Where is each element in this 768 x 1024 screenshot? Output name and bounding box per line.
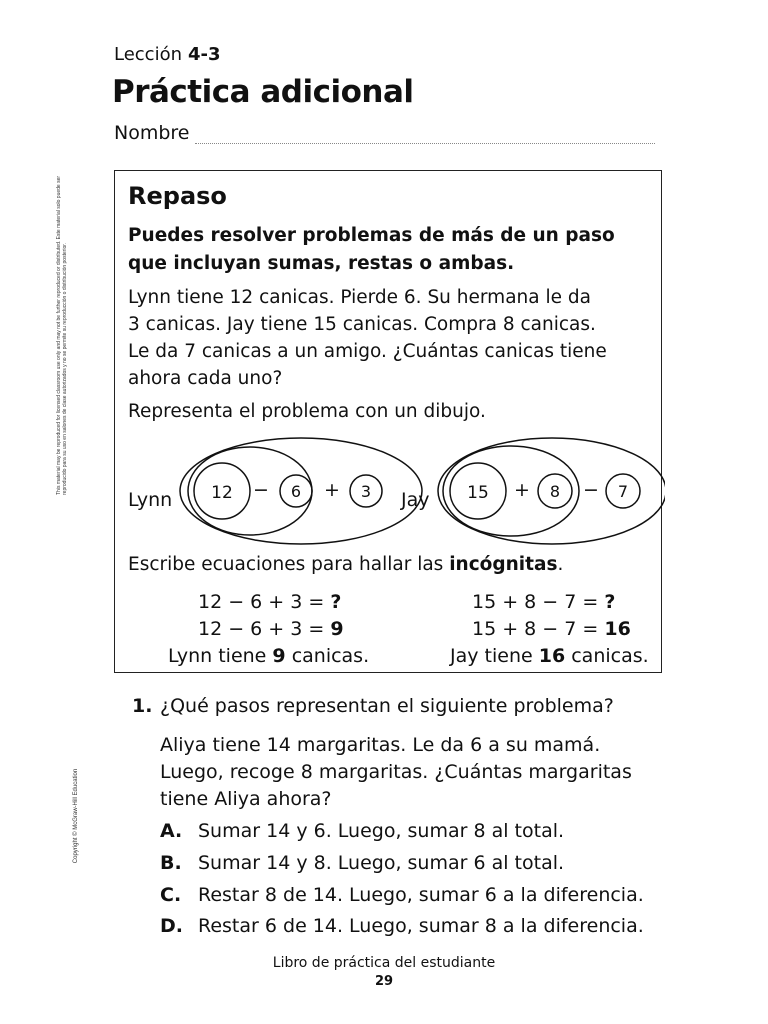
question-text: ¿Qué pasos representan el siguiente problema? bbox=[160, 695, 614, 717]
jay-result-number: 16 bbox=[538, 645, 566, 667]
jay-equation-answer: ? bbox=[604, 591, 616, 613]
jay-result-pre: Jay tiene bbox=[450, 645, 533, 667]
story-line: Le da 7 canicas a un amigo. ¿Cuántas canicas tiene bbox=[128, 341, 607, 362]
jay-gain-value: 8 bbox=[549, 482, 561, 501]
lynn-lost-value: 6 bbox=[290, 482, 302, 501]
lynn-equation-answer: 9 bbox=[330, 618, 344, 640]
story-line: Lynn tiene 12 canicas. Pierde 6. Su hermana le da bbox=[128, 287, 591, 308]
review-title: Repaso bbox=[128, 182, 227, 210]
name-field[interactable] bbox=[195, 143, 655, 144]
option-text: Sumar 14 y 8. Luego, sumar 6 al total. bbox=[198, 852, 565, 874]
option-letter: C. bbox=[160, 884, 182, 906]
jay-equation-answer: 16 bbox=[604, 618, 631, 640]
jay-equation-expr: 15 + 8 − 7 = bbox=[472, 591, 599, 613]
copyright-notice: Copyright © McGraw-Hill Education bbox=[73, 768, 79, 864]
option-letter: B. bbox=[160, 852, 182, 874]
question-story-line: Aliya tiene 14 margaritas. Le da 6 a su mamá. bbox=[160, 734, 601, 756]
answer-option-d[interactable] bbox=[160, 915, 644, 937]
lynn-equation-answer: ? bbox=[330, 591, 342, 613]
review-intro-line: que incluyan sumas, restas o ambas. bbox=[128, 253, 515, 274]
question-story bbox=[160, 732, 660, 813]
lynn-equation-expr: 12 − 6 + 3 = bbox=[198, 591, 325, 613]
question-story-line: Luego, recoge 8 margaritas. ¿Cuántas margaritas bbox=[160, 761, 632, 783]
option-letter: A. bbox=[160, 820, 183, 842]
lynn-label: Lynn bbox=[128, 489, 173, 511]
represent-instruction: Representa el problema con un dibujo. bbox=[128, 401, 486, 422]
review-story bbox=[128, 284, 653, 392]
equations-intro bbox=[128, 554, 563, 575]
option-text: Sumar 14 y 6. Luego, sumar 8 al total. bbox=[198, 820, 565, 842]
question-story-line: tiene Aliya ahora? bbox=[160, 788, 332, 810]
jay-equation-solved bbox=[472, 618, 631, 640]
jay-equation-expr: 15 + 8 − 7 = bbox=[472, 618, 599, 640]
jay-op-minus: − bbox=[583, 479, 599, 501]
lynn-result bbox=[168, 645, 369, 667]
lynn-result-post: canicas. bbox=[291, 645, 370, 667]
question-number: 1. bbox=[132, 695, 153, 717]
story-line: 3 canicas. Jay tiene 15 canicas. Compra 8 canicas. bbox=[128, 314, 596, 335]
page-title: Práctica adicional bbox=[112, 74, 414, 110]
reproduction-notice: This material may be reproduced for licensed classroom use only and may not be further reproduced or distributed. Este material solo puede ser reproducido para su uso en salones de clase autorizados y no se permite su reproducción o distribución posterior. bbox=[56, 175, 68, 495]
answer-option-a[interactable] bbox=[160, 820, 564, 842]
name-label: Nombre bbox=[114, 122, 190, 144]
lynn-equation-expr: 12 − 6 + 3 = bbox=[198, 618, 325, 640]
lynn-result-number: 9 bbox=[272, 645, 286, 667]
jay-lost-value: 7 bbox=[617, 482, 629, 501]
equations-intro-end: . bbox=[557, 554, 564, 575]
review-intro-line: Puedes resolver problemas de más de un paso bbox=[128, 225, 615, 246]
marbles-diagram bbox=[120, 436, 665, 548]
option-letter: D. bbox=[160, 915, 183, 937]
lynn-result-pre: Lynn tiene bbox=[168, 645, 267, 667]
jay-label: Jay bbox=[401, 489, 430, 511]
lynn-gain-value: 3 bbox=[360, 482, 372, 501]
jay-result bbox=[450, 645, 649, 667]
jay-equation-unknown bbox=[472, 591, 615, 613]
equations-intro-text: Escribe ecuaciones para hallar las bbox=[128, 554, 444, 575]
lynn-equation-unknown bbox=[198, 591, 341, 613]
lynn-equation-solved bbox=[198, 618, 344, 640]
lesson-number: 4-3 bbox=[188, 44, 221, 65]
footer-book-title: Libro de práctica del estudiante bbox=[272, 955, 496, 971]
jay-result-post: canicas. bbox=[571, 645, 649, 667]
review-intro bbox=[128, 222, 648, 278]
lynn-op-minus: − bbox=[253, 479, 269, 501]
jay-start-value: 15 bbox=[467, 483, 489, 503]
answer-option-c[interactable] bbox=[160, 884, 644, 906]
lynn-start-value: 12 bbox=[211, 483, 233, 503]
story-line: ahora cada uno? bbox=[128, 368, 283, 389]
option-text: Restar 8 de 14. Luego, sumar 6 a la diferencia. bbox=[198, 884, 644, 906]
lynn-op-plus: + bbox=[324, 479, 340, 501]
page-number: 29 bbox=[374, 974, 394, 989]
lesson-heading bbox=[114, 44, 221, 65]
answer-option-b[interactable] bbox=[160, 852, 564, 874]
option-text: Restar 6 de 14. Luego, sumar 8 a la diferencia. bbox=[198, 915, 644, 937]
equations-intro-bold: incógnitas bbox=[449, 554, 558, 575]
lesson-label: Lección bbox=[114, 44, 183, 65]
jay-op-plus: + bbox=[514, 479, 530, 501]
